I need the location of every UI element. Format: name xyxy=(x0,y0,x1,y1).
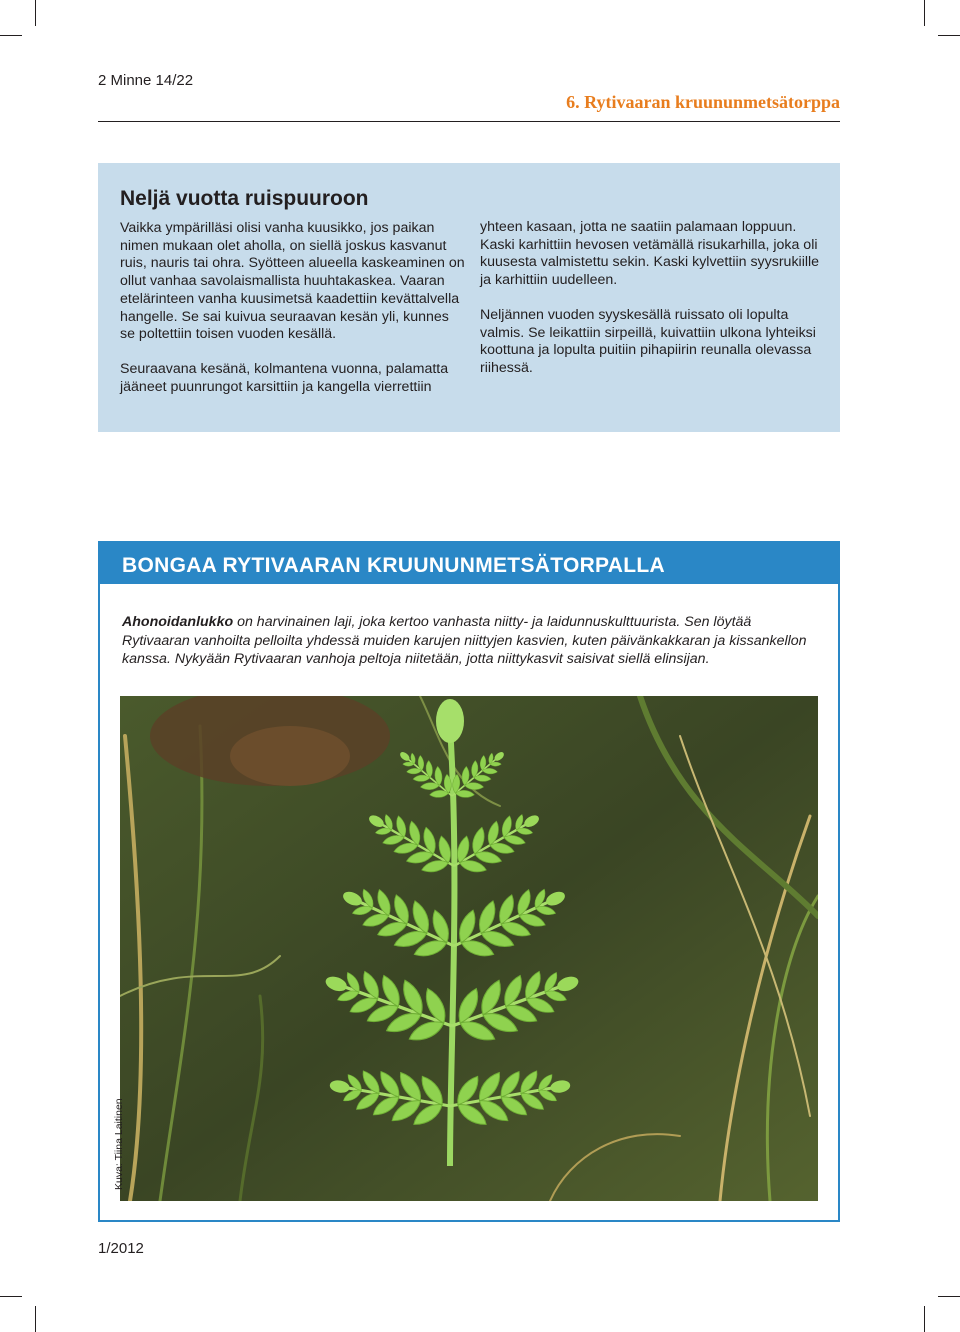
issue-number: 1/2012 xyxy=(98,1240,144,1257)
crop-mark xyxy=(0,1296,22,1297)
crop-mark xyxy=(924,1306,925,1332)
spotting-banner xyxy=(100,543,838,584)
info-box-title: Neljä vuotta ruispuuroon xyxy=(120,187,369,210)
page-label: 2 Minne 14/22 xyxy=(98,72,194,89)
paragraph: yhteen kasaan, jotta ne saatiin palamaan loppuun. Kaski karhittiin hevosen vetämällä risukarhilla, joka oli kuusesta valmistettu sekin. Kaski kylvettiin syysrukiille ja karhittiin uudelleen. xyxy=(480,219,820,289)
photo-credit: Kuva: Tiina Laitinen xyxy=(113,1098,125,1190)
paragraph: Neljännen vuoden syyskesällä ruissato oli lopulta valmis. Se leikattiin sirpeillä, kuivattiin ulkona lyhteiksi koottuna ja lopulta puitiin pihapiirin reunalla olevassa riihessä. xyxy=(480,306,816,376)
fern-illustration xyxy=(120,696,818,1201)
crop-mark xyxy=(0,35,22,36)
species-name: Ahonoidanlukko xyxy=(122,614,234,630)
paragraph: Seuraavana kesänä, kolmantena vuonna, palamatta jääneet puunrungot karsittiin ja kangella vierrettiin xyxy=(120,360,449,395)
info-box xyxy=(98,163,840,432)
fern-photo xyxy=(120,696,818,1201)
header-divider xyxy=(98,121,840,122)
species-description: on harvinainen laji, joka kertoo vanhasta niitty- ja laidunnuskulttuurista. Sen löytää Rytivaaran vanhoilta pelloilta yhdessä muiden karujen niittyjen kasvien, kuten päivänkakkaran ja kissankellon kanssa. Nykyään Rytivaaran vanhoja peltoja niitetään, jotta niittykasvit saisivat siellä elinsijan. xyxy=(122,614,807,667)
spotting-text xyxy=(122,613,822,669)
crop-mark xyxy=(35,0,36,26)
spotting-box xyxy=(98,541,840,1222)
crop-mark xyxy=(938,1296,960,1297)
info-column-left xyxy=(120,220,465,413)
paragraph: Vaikka ympärilläsi olisi vanha kuusikko, jos paikan nimen mukaan olet aholla, on siellä joskus kasvanut ruis, nauris tai ohra. Syötteen alueella kaskeaminen on ollut vanhaa savolaismallista huuhtakaskea. Vaaran etelärinteen vanha kuusimetsä kaadettiin kevättalvella hangelle. Se sai kuivua seuraavan kesän yli, kunnes se poltettiin toisen vuoden kesällä. xyxy=(120,220,465,343)
info-column-right xyxy=(480,219,820,395)
crop-mark xyxy=(924,0,925,26)
spotting-title: BONGAA RYTIVAARAN KRUUNUNMETSÄTORPALLA xyxy=(122,554,665,577)
crop-mark xyxy=(35,1306,36,1332)
section-title: 6. Rytivaaran kruununmetsätorppa xyxy=(566,92,840,112)
crop-mark xyxy=(938,35,960,36)
